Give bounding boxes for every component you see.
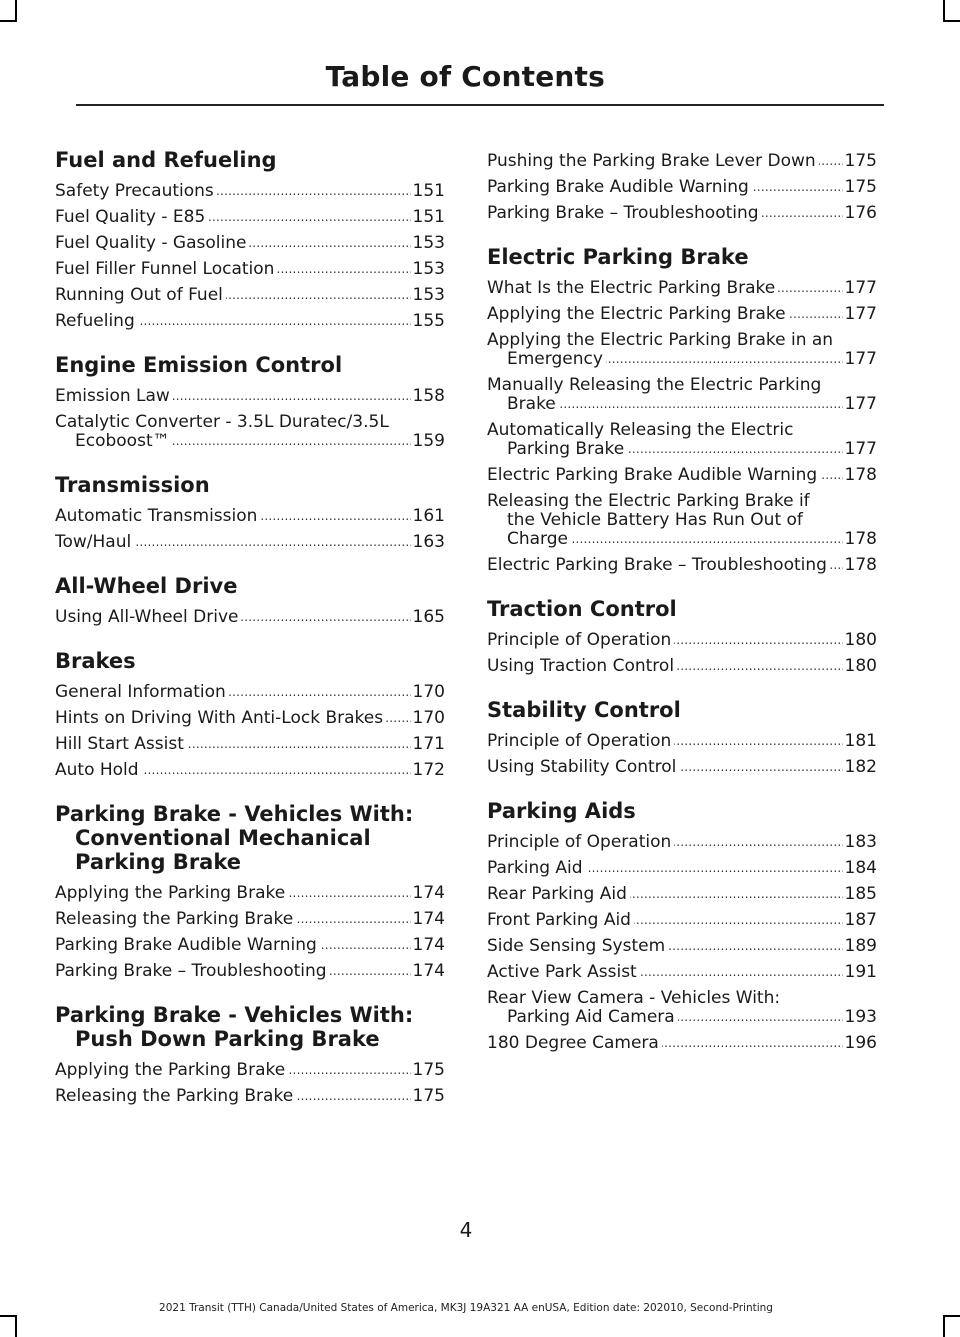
toc-entry-label: Using Stability Control (487, 758, 679, 777)
toc-section (55, 574, 445, 630)
toc-entry-label: Electric Parking Brake Audible Warning (487, 466, 820, 485)
toc-entry-page: 177 (844, 393, 877, 414)
toc-entry-label: Applying the Parking Brake (55, 1061, 288, 1080)
toc-entry-page: 153 (412, 284, 445, 305)
section-heading: Transmission (55, 473, 210, 497)
toc-entry[interactable] (55, 757, 445, 783)
toc-entry-label: Releasing the Parking Brake (55, 1087, 296, 1106)
toc-entry[interactable] (487, 462, 877, 488)
toc-entry-label: Applying the Electric Parking Brake (487, 305, 789, 324)
crop-mark (0, 20, 17, 22)
toc-entry-label: Auto Hold (55, 761, 142, 780)
toc-entry[interactable] (55, 679, 445, 705)
section-heading: Fuel and Refueling (55, 148, 277, 172)
crop-mark (943, 0, 945, 20)
toc-section (55, 148, 445, 334)
toc-entry-page: 191 (844, 961, 877, 982)
crop-mark (15, 0, 17, 20)
toc-entry-label: Manually Releasing the Electric Parking Brake (487, 375, 822, 414)
toc-entry[interactable] (487, 327, 877, 372)
toc-entry-label: Front Parking Aid (487, 911, 634, 930)
toc-entry-label: 180 Degree Camera (487, 1034, 662, 1053)
toc-entry-label: Using Traction Control (487, 657, 677, 676)
toc-entry[interactable] (55, 705, 445, 731)
toc-entry-label: Principle of Operation (487, 631, 674, 650)
toc-entry-label: Parking Brake – Troubleshooting (487, 204, 762, 223)
toc-entry[interactable] (55, 529, 445, 555)
toc-section (487, 698, 877, 780)
toc-entry-page: 193 (844, 1006, 877, 1027)
toc-entry[interactable] (487, 200, 877, 226)
toc-entry-page: 177 (844, 277, 877, 298)
toc-entry-page: 158 (412, 385, 445, 406)
toc-entry-label: Fuel Quality - E85 (55, 208, 208, 227)
toc-entry[interactable] (487, 372, 877, 417)
toc-entry-page: 182 (844, 756, 877, 777)
toc-left-column (55, 148, 445, 1128)
toc-entry-label: Automatically Releasing the Electric Parking Brake (487, 420, 794, 459)
toc-entry-label: Fuel Filler Funnel Location (55, 260, 277, 279)
toc-entry[interactable] (55, 230, 445, 256)
toc-entry[interactable] (487, 881, 877, 907)
toc-entry-page: 189 (844, 935, 877, 956)
toc-section (55, 802, 445, 984)
toc-entry-page: 172 (412, 759, 445, 780)
toc-entry[interactable] (55, 282, 445, 308)
toc-entry-label: Pushing the Parking Brake Lever Down (487, 152, 819, 171)
toc-entry[interactable] (487, 1030, 877, 1056)
toc-entry-page: 155 (412, 310, 445, 331)
toc-entry[interactable] (55, 932, 445, 958)
toc-entry-page: 163 (412, 531, 445, 552)
toc-entry-page: 174 (412, 908, 445, 929)
toc-entry-label: Parking Brake – Troubleshooting (55, 962, 330, 981)
toc-entry-page: 177 (844, 438, 877, 459)
toc-entry-page: 151 (412, 180, 445, 201)
toc-entry-page: 174 (412, 882, 445, 903)
toc-entry-page: 174 (412, 960, 445, 981)
toc-entry-label: Applying the Parking Brake (55, 884, 288, 903)
toc-entry-page: 185 (844, 883, 877, 904)
toc-entry-label: Safety Precautions (55, 182, 217, 201)
toc-entry-page: 177 (844, 303, 877, 324)
section-heading: Brakes (55, 649, 136, 673)
toc-entry-page: 178 (844, 528, 877, 549)
toc-entry-label: Side Sensing System (487, 937, 668, 956)
toc-entry-page: 176 (844, 202, 877, 223)
toc-entry-page: 171 (412, 733, 445, 754)
toc-entry[interactable] (487, 417, 877, 462)
toc-entry[interactable] (487, 627, 877, 653)
toc-entry[interactable] (55, 409, 445, 454)
page-number: 4 (459, 1218, 473, 1242)
crop-mark (943, 20, 960, 22)
toc-entry[interactable] (487, 829, 877, 855)
toc-entry[interactable] (55, 1057, 445, 1083)
toc-entry[interactable] (55, 503, 445, 529)
toc-section (487, 597, 877, 679)
toc-entry-page: 165 (412, 606, 445, 627)
toc-entry-page: 175 (412, 1085, 445, 1106)
toc-entry[interactable] (55, 1083, 445, 1109)
toc-section (55, 353, 445, 454)
toc-entry-label: Active Park Assist (487, 963, 640, 982)
toc-entry-label: Using All-Wheel Drive (55, 608, 241, 627)
toc-entry-page: 178 (844, 464, 877, 485)
toc-entry-page: 178 (844, 554, 877, 575)
toc-entry-page: 170 (412, 681, 445, 702)
toc-entry[interactable] (55, 178, 445, 204)
section-heading: Traction Control (487, 597, 677, 621)
toc-entry[interactable] (487, 907, 877, 933)
toc-entry[interactable] (487, 653, 877, 679)
toc-entry-label: Catalytic Converter - 3.5L Duratec/3.5L Ecoboost™ (55, 412, 389, 451)
toc-entry-label: Principle of Operation (487, 833, 674, 852)
toc-entry-label: Releasing the Parking Brake (55, 910, 296, 929)
toc-entry[interactable] (55, 906, 445, 932)
toc-entry[interactable] (55, 256, 445, 282)
toc-entry-page: 174 (412, 934, 445, 955)
toc-entry-page: 196 (844, 1032, 877, 1053)
toc-entry[interactable] (487, 148, 877, 174)
toc-entry-label: Tow/Haul (55, 533, 134, 552)
toc-entry-page: 151 (412, 206, 445, 227)
toc-entry[interactable] (55, 604, 445, 630)
section-heading: Parking Aids (487, 799, 636, 823)
crop-mark (943, 1315, 960, 1317)
toc-section (487, 148, 877, 226)
toc-right-column (487, 148, 877, 1075)
toc-entry-page: 180 (844, 655, 877, 676)
toc-section (55, 473, 445, 555)
toc-entry-label: Applying the Electric Parking Brake in an Emergency (487, 330, 834, 369)
crop-mark (0, 1315, 17, 1317)
toc-entry[interactable] (487, 552, 877, 578)
toc-entry-page: 187 (844, 909, 877, 930)
toc-entry[interactable] (487, 985, 877, 1030)
toc-entry[interactable] (487, 933, 877, 959)
toc-entry-page: 180 (844, 629, 877, 650)
toc-section (55, 1003, 445, 1109)
toc-entry-page: 184 (844, 857, 877, 878)
page-title: Table of Contents (325, 60, 605, 93)
toc-section (487, 245, 877, 578)
toc-entry-label: Rear View Camera - Vehicles With: Parking Aid Camera (487, 988, 781, 1027)
toc-entry-page: 161 (412, 505, 445, 526)
toc-entry-label: Parking Aid (487, 859, 586, 878)
crop-mark (15, 1315, 17, 1337)
toc-entry-page: 170 (412, 707, 445, 728)
section-heading: Engine Emission Control (55, 353, 343, 377)
toc-entry-label: What Is the Electric Parking Brake (487, 279, 778, 298)
toc-section (487, 799, 877, 1056)
toc-entry[interactable] (487, 855, 877, 881)
toc-entry-label: Releasing the Electric Parking Brake if the Vehicle Battery Has Run Out of Charge (487, 491, 810, 549)
section-heading: Parking Brake - Vehicles With: Push Down Parking Brake (55, 1003, 414, 1051)
toc-entry-page: 177 (844, 348, 877, 369)
toc-entry-label: Rear Parking Aid (487, 885, 630, 904)
toc-entry-label: Hill Start Assist (55, 735, 187, 754)
toc-entry-page: 181 (844, 730, 877, 751)
toc-entry[interactable] (487, 275, 877, 301)
toc-entry[interactable] (487, 301, 877, 327)
toc-entry[interactable] (55, 204, 445, 230)
toc-entry-label: Electric Parking Brake – Troubleshooting (487, 556, 830, 575)
toc-entry[interactable] (55, 308, 445, 334)
section-heading: Stability Control (487, 698, 681, 722)
toc-entry[interactable] (55, 880, 445, 906)
section-heading: All-Wheel Drive (55, 574, 238, 598)
toc-entry[interactable] (55, 731, 445, 757)
toc-entry[interactable] (487, 959, 877, 985)
toc-entry[interactable] (487, 174, 877, 200)
toc-entry-page: 175 (844, 150, 877, 171)
toc-entry-label: Refueling (55, 312, 138, 331)
footer-edition-info: 2021 Transit (TTH) Canada/United States of America, MK3J 19A321 AA enUSA, Edition date: 202010, Second-Printing (159, 1302, 773, 1314)
header-divider (76, 104, 884, 106)
toc-entry-label: Hints on Driving With Anti-Lock Brakes (55, 709, 386, 728)
toc-entry[interactable] (55, 958, 445, 984)
toc-entry-page: 183 (844, 831, 877, 852)
toc-entry[interactable] (487, 488, 877, 552)
toc-entry[interactable] (487, 754, 877, 780)
toc-entry-label: Automatic Transmission (55, 507, 260, 526)
toc-entry-label: Principle of Operation (487, 732, 674, 751)
toc-entry[interactable] (487, 728, 877, 754)
toc-entry-page: 175 (844, 176, 877, 197)
section-heading: Electric Parking Brake (487, 245, 749, 269)
toc-entry-label: Parking Brake Audible Warning (487, 178, 752, 197)
toc-entry-page: 153 (412, 232, 445, 253)
toc-entry[interactable] (55, 383, 445, 409)
toc-section (55, 649, 445, 783)
toc-entry-page: 159 (412, 430, 445, 451)
toc-entry-label: General Information (55, 683, 229, 702)
toc-entry-page: 153 (412, 258, 445, 279)
toc-entry-label: Emission Law (55, 387, 173, 406)
toc-entry-page: 175 (412, 1059, 445, 1080)
crop-mark (943, 1315, 945, 1337)
section-heading: Parking Brake - Vehicles With: Conventional Mechanical Parking Brake (55, 802, 414, 874)
toc-entry-label: Running Out of Fuel (55, 286, 226, 305)
toc-entry-label: Fuel Quality - Gasoline (55, 234, 249, 253)
toc-entry-label: Parking Brake Audible Warning (55, 936, 320, 955)
